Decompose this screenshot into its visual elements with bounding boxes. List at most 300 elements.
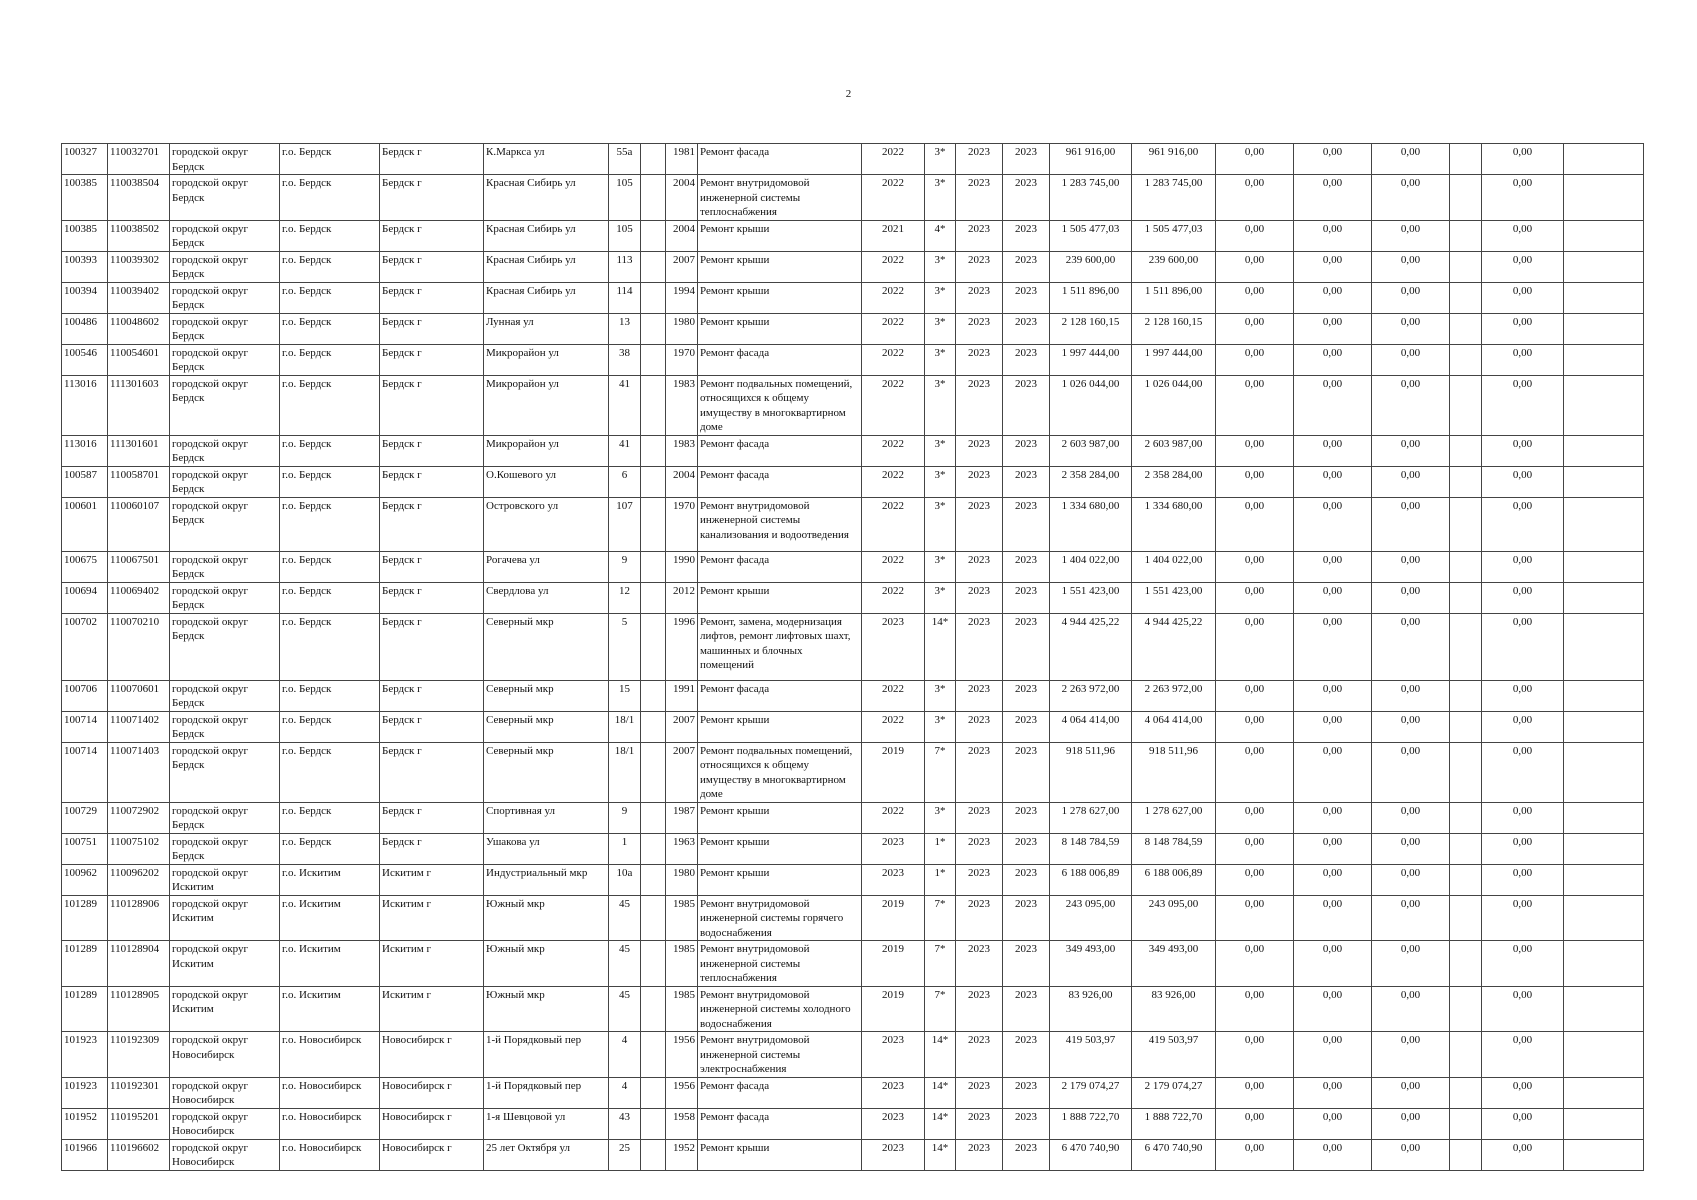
start-year-cell: 2023 [956,986,1003,1032]
settlement-cell: Новосибирск г [380,1077,484,1108]
amount-cell: 0,00 [1482,375,1564,435]
start-year-cell: 2023 [956,582,1003,613]
settlement-cell: Бердск г [380,175,484,221]
work-type-cell: Ремонт крыши [698,313,862,344]
work-code-cell: 110096202 [108,864,170,895]
district-cell: г.о. Бердск [280,742,380,802]
work-code-cell: 110071402 [108,711,170,742]
district-cell: г.о. Бердск [280,175,380,221]
row-id-cell: 101952 [62,1108,108,1139]
municipality-cell: городской округ Бердск [170,282,280,313]
district-cell: г.о. Новосибирск [280,1032,380,1078]
amount-cell: 0,00 [1482,613,1564,680]
end-year-cell: 2023 [1003,864,1050,895]
municipality-cell: городской округ Бердск [170,833,280,864]
amount-cell: 0,00 [1216,251,1294,282]
criterion-cell: 1* [925,833,956,864]
empty-cell [1450,1032,1482,1078]
amount-cell: 0,00 [1372,1032,1450,1078]
district-cell: г.о. Бердск [280,344,380,375]
amount-cell: 0,00 [1294,1077,1372,1108]
municipality-cell: городской округ Бердск [170,144,280,175]
municipality-cell: городской округ Бердск [170,375,280,435]
end-year-cell: 2023 [1003,220,1050,251]
work-code-cell: 110128906 [108,895,170,941]
criterion-cell: 3* [925,497,956,551]
settlement-cell: Бердск г [380,551,484,582]
house-number-cell: 6 [609,466,641,497]
street-cell: Красная Сибирь ул [484,282,609,313]
table-row [62,344,1644,375]
start-year-cell: 2023 [956,282,1003,313]
house-number-cell: 4 [609,1032,641,1078]
amount-cell: 0,00 [1216,802,1294,833]
municipality-cell: городской округ Новосибирск [170,1108,280,1139]
empty-cell [1564,1139,1644,1170]
building-cell [641,802,666,833]
plan-year-cell: 2022 [862,313,925,344]
amount-cell: 0,00 [1294,613,1372,680]
end-year-cell: 2023 [1003,1077,1050,1108]
empty-cell [1564,941,1644,987]
amount-cell: 0,00 [1372,986,1450,1032]
row-id-cell: 100587 [62,466,108,497]
table-row [62,551,1644,582]
district-cell: г.о. Бердск [280,582,380,613]
criterion-cell: 3* [925,680,956,711]
amount-cell: 0,00 [1482,833,1564,864]
row-id-cell: 101923 [62,1032,108,1078]
street-cell: Северный мкр [484,680,609,711]
amount-cell: 0,00 [1216,833,1294,864]
fund-cost-cell: 918 511,96 [1132,742,1216,802]
house-number-cell: 105 [609,220,641,251]
amount-cell: 0,00 [1294,144,1372,175]
row-id-cell: 100385 [62,220,108,251]
total-cost-cell: 4 064 414,00 [1050,711,1132,742]
start-year-cell: 2023 [956,1139,1003,1170]
build-year-cell: 1985 [666,895,698,941]
plan-year-cell: 2019 [862,742,925,802]
amount-cell: 0,00 [1294,941,1372,987]
table-row [62,435,1644,466]
criterion-cell: 14* [925,613,956,680]
amount-cell: 0,00 [1372,144,1450,175]
building-cell [641,986,666,1032]
total-cost-cell: 1 888 722,70 [1050,1108,1132,1139]
total-cost-cell: 2 358 284,00 [1050,466,1132,497]
street-cell: О.Кошевого ул [484,466,609,497]
building-cell [641,1108,666,1139]
total-cost-cell: 2 179 074,27 [1050,1077,1132,1108]
fund-cost-cell: 1 404 022,00 [1132,551,1216,582]
street-cell: Северный мкр [484,742,609,802]
end-year-cell: 2023 [1003,375,1050,435]
table-row [62,1139,1644,1170]
work-type-cell: Ремонт фасада [698,680,862,711]
amount-cell: 0,00 [1216,220,1294,251]
table-row [62,864,1644,895]
build-year-cell: 1980 [666,864,698,895]
start-year-cell: 2023 [956,802,1003,833]
house-number-cell: 41 [609,375,641,435]
municipality-cell: городской округ Бердск [170,497,280,551]
amount-cell: 0,00 [1482,1139,1564,1170]
total-cost-cell: 961 916,00 [1050,144,1132,175]
work-code-cell: 110058701 [108,466,170,497]
house-number-cell: 18/1 [609,742,641,802]
amount-cell: 0,00 [1216,435,1294,466]
empty-cell [1450,282,1482,313]
work-code-cell: 110072902 [108,802,170,833]
empty-cell [1564,1077,1644,1108]
table-row [62,1077,1644,1108]
table-row [62,680,1644,711]
end-year-cell: 2023 [1003,986,1050,1032]
criterion-cell: 7* [925,895,956,941]
municipality-cell: городской округ Искитим [170,986,280,1032]
criterion-cell: 14* [925,1139,956,1170]
build-year-cell: 1987 [666,802,698,833]
end-year-cell: 2023 [1003,175,1050,221]
district-cell: г.о. Бердск [280,466,380,497]
build-year-cell: 2004 [666,220,698,251]
amount-cell: 0,00 [1216,344,1294,375]
building-cell [641,497,666,551]
empty-cell [1564,220,1644,251]
building-cell [641,435,666,466]
street-cell: Южный мкр [484,986,609,1032]
building-cell [641,582,666,613]
amount-cell: 0,00 [1482,941,1564,987]
street-cell: Лунная ул [484,313,609,344]
amount-cell: 0,00 [1482,742,1564,802]
municipality-cell: городской округ Бердск [170,802,280,833]
row-id-cell: 100702 [62,613,108,680]
fund-cost-cell: 1 278 627,00 [1132,802,1216,833]
end-year-cell: 2023 [1003,344,1050,375]
empty-cell [1564,282,1644,313]
total-cost-cell: 8 148 784,59 [1050,833,1132,864]
district-cell: г.о. Новосибирск [280,1077,380,1108]
plan-year-cell: 2023 [862,833,925,864]
amount-cell: 0,00 [1216,1139,1294,1170]
municipality-cell: городской округ Бердск [170,466,280,497]
street-cell: Микрорайон ул [484,344,609,375]
amount-cell: 0,00 [1372,1108,1450,1139]
total-cost-cell: 2 603 987,00 [1050,435,1132,466]
building-cell [641,344,666,375]
amount-cell: 0,00 [1372,251,1450,282]
municipality-cell: городской округ Новосибирск [170,1077,280,1108]
plan-year-cell: 2022 [862,711,925,742]
settlement-cell: Бердск г [380,466,484,497]
amount-cell: 0,00 [1482,175,1564,221]
end-year-cell: 2023 [1003,282,1050,313]
row-id-cell: 100694 [62,582,108,613]
house-number-cell: 113 [609,251,641,282]
row-id-cell: 100394 [62,282,108,313]
table-row [62,313,1644,344]
district-cell: г.о. Искитим [280,864,380,895]
start-year-cell: 2023 [956,344,1003,375]
plan-year-cell: 2023 [862,1032,925,1078]
empty-cell [1450,175,1482,221]
row-id-cell: 100546 [62,344,108,375]
street-cell: 1-я Шевцовой ул [484,1108,609,1139]
row-id-cell: 100675 [62,551,108,582]
building-cell [641,1139,666,1170]
settlement-cell: Бердск г [380,313,484,344]
work-type-cell: Ремонт, замена, модернизация лифтов, ремонт лифтовых шахт, машинных и блочных помещений [698,613,862,680]
end-year-cell: 2023 [1003,802,1050,833]
fund-cost-cell: 1 283 745,00 [1132,175,1216,221]
street-cell: Микрорайон ул [484,375,609,435]
amount-cell: 0,00 [1216,466,1294,497]
building-cell [641,895,666,941]
district-cell: г.о. Искитим [280,986,380,1032]
repair-program-table [61,143,1644,1171]
total-cost-cell: 239 600,00 [1050,251,1132,282]
district-cell: г.о. Бердск [280,551,380,582]
work-code-cell: 110128904 [108,941,170,987]
work-code-cell: 110060107 [108,497,170,551]
district-cell: г.о. Бердск [280,282,380,313]
criterion-cell: 3* [925,144,956,175]
amount-cell: 0,00 [1294,313,1372,344]
work-type-cell: Ремонт фасада [698,1077,862,1108]
municipality-cell: городской округ Искитим [170,941,280,987]
house-number-cell: 12 [609,582,641,613]
empty-cell [1564,613,1644,680]
building-cell [641,551,666,582]
street-cell: Красная Сибирь ул [484,251,609,282]
start-year-cell: 2023 [956,895,1003,941]
work-type-cell: Ремонт крыши [698,833,862,864]
row-id-cell: 100327 [62,144,108,175]
fund-cost-cell: 4 944 425,22 [1132,613,1216,680]
total-cost-cell: 2 128 160,15 [1050,313,1132,344]
plan-year-cell: 2022 [862,251,925,282]
settlement-cell: Искитим г [380,986,484,1032]
amount-cell: 0,00 [1482,711,1564,742]
table-row [62,895,1644,941]
row-id-cell: 100601 [62,497,108,551]
work-code-cell: 110070601 [108,680,170,711]
house-number-cell: 107 [609,497,641,551]
municipality-cell: городской округ Искитим [170,864,280,895]
fund-cost-cell: 2 603 987,00 [1132,435,1216,466]
street-cell: Ушакова ул [484,833,609,864]
criterion-cell: 7* [925,986,956,1032]
fund-cost-cell: 2 179 074,27 [1132,1077,1216,1108]
row-id-cell: 100706 [62,680,108,711]
work-code-cell: 110069402 [108,582,170,613]
building-cell [641,282,666,313]
house-number-cell: 10а [609,864,641,895]
amount-cell: 0,00 [1372,551,1450,582]
house-number-cell: 13 [609,313,641,344]
table-row [62,282,1644,313]
empty-cell [1564,833,1644,864]
criterion-cell: 3* [925,175,956,221]
house-number-cell: 45 [609,986,641,1032]
settlement-cell: Бердск г [380,582,484,613]
row-id-cell: 100385 [62,175,108,221]
empty-cell [1564,895,1644,941]
amount-cell: 0,00 [1294,1032,1372,1078]
empty-cell [1564,711,1644,742]
building-cell [641,375,666,435]
fund-cost-cell: 961 916,00 [1132,144,1216,175]
house-number-cell: 55а [609,144,641,175]
empty-cell [1564,802,1644,833]
amount-cell: 0,00 [1372,613,1450,680]
empty-cell [1564,344,1644,375]
house-number-cell: 5 [609,613,641,680]
build-year-cell: 1991 [666,680,698,711]
end-year-cell: 2023 [1003,711,1050,742]
fund-cost-cell: 349 493,00 [1132,941,1216,987]
row-id-cell: 113016 [62,375,108,435]
amount-cell: 0,00 [1294,582,1372,613]
work-type-cell: Ремонт внутридомовой инженерной системы теплоснабжения [698,941,862,987]
district-cell: г.о. Бердск [280,833,380,864]
end-year-cell: 2023 [1003,680,1050,711]
empty-cell [1564,466,1644,497]
work-type-cell: Ремонт внутридомовой инженерной системы канализования и водоотведения [698,497,862,551]
build-year-cell: 1994 [666,282,698,313]
work-code-cell: 110196602 [108,1139,170,1170]
amount-cell: 0,00 [1294,864,1372,895]
street-cell: Свердлова ул [484,582,609,613]
criterion-cell: 3* [925,282,956,313]
amount-cell: 0,00 [1372,711,1450,742]
work-type-cell: Ремонт фасада [698,344,862,375]
empty-cell [1450,613,1482,680]
street-cell: Северный мкр [484,711,609,742]
building-cell [641,613,666,680]
work-code-cell: 110067501 [108,551,170,582]
amount-cell: 0,00 [1216,895,1294,941]
district-cell: г.о. Бердск [280,497,380,551]
building-cell [641,742,666,802]
row-id-cell: 101289 [62,895,108,941]
empty-cell [1450,1139,1482,1170]
amount-cell: 0,00 [1482,1108,1564,1139]
total-cost-cell: 1 334 680,00 [1050,497,1132,551]
municipality-cell: городской округ Бердск [170,313,280,344]
table-row [62,941,1644,987]
row-id-cell: 101289 [62,941,108,987]
house-number-cell: 9 [609,551,641,582]
empty-cell [1450,344,1482,375]
settlement-cell: Бердск г [380,742,484,802]
house-number-cell: 1 [609,833,641,864]
build-year-cell: 1985 [666,941,698,987]
district-cell: г.о. Бердск [280,251,380,282]
empty-cell [1450,220,1482,251]
amount-cell: 0,00 [1372,1139,1450,1170]
amount-cell: 0,00 [1216,1108,1294,1139]
start-year-cell: 2023 [956,833,1003,864]
settlement-cell: Новосибирск г [380,1139,484,1170]
settlement-cell: Бердск г [380,680,484,711]
work-code-cell: 110048602 [108,313,170,344]
start-year-cell: 2023 [956,251,1003,282]
work-type-cell: Ремонт внутридомовой инженерной системы электроснабжения [698,1032,862,1078]
table-row [62,742,1644,802]
plan-year-cell: 2022 [862,497,925,551]
amount-cell: 0,00 [1372,864,1450,895]
district-cell: г.о. Новосибирск [280,1108,380,1139]
empty-cell [1450,251,1482,282]
municipality-cell: городской округ Бердск [170,175,280,221]
amount-cell: 0,00 [1372,941,1450,987]
plan-year-cell: 2023 [862,1139,925,1170]
empty-cell [1450,742,1482,802]
amount-cell: 0,00 [1372,833,1450,864]
total-cost-cell: 83 926,00 [1050,986,1132,1032]
build-year-cell: 1985 [666,986,698,1032]
house-number-cell: 15 [609,680,641,711]
criterion-cell: 4* [925,220,956,251]
settlement-cell: Искитим г [380,864,484,895]
amount-cell: 0,00 [1482,1077,1564,1108]
amount-cell: 0,00 [1294,497,1372,551]
amount-cell: 0,00 [1372,466,1450,497]
empty-cell [1564,680,1644,711]
row-id-cell: 100729 [62,802,108,833]
house-number-cell: 114 [609,282,641,313]
amount-cell: 0,00 [1372,1077,1450,1108]
fund-cost-cell: 8 148 784,59 [1132,833,1216,864]
work-code-cell: 110195201 [108,1108,170,1139]
plan-year-cell: 2019 [862,941,925,987]
fund-cost-cell: 1 505 477,03 [1132,220,1216,251]
table-row [62,144,1644,175]
amount-cell: 0,00 [1216,313,1294,344]
table-row [62,802,1644,833]
municipality-cell: городской округ Новосибирск [170,1139,280,1170]
amount-cell: 0,00 [1372,802,1450,833]
amount-cell: 0,00 [1216,986,1294,1032]
build-year-cell: 1958 [666,1108,698,1139]
total-cost-cell: 1 278 627,00 [1050,802,1132,833]
work-code-cell: 110192301 [108,1077,170,1108]
amount-cell: 0,00 [1482,802,1564,833]
build-year-cell: 1980 [666,313,698,344]
amount-cell: 0,00 [1216,497,1294,551]
fund-cost-cell: 1 997 444,00 [1132,344,1216,375]
street-cell: К.Маркса ул [484,144,609,175]
settlement-cell: Бердск г [380,144,484,175]
plan-year-cell: 2022 [862,582,925,613]
plan-year-cell: 2023 [862,1108,925,1139]
total-cost-cell: 6 188 006,89 [1050,864,1132,895]
start-year-cell: 2023 [956,613,1003,680]
empty-cell [1450,680,1482,711]
amount-cell: 0,00 [1482,986,1564,1032]
plan-year-cell: 2022 [862,680,925,711]
district-cell: г.о. Бердск [280,220,380,251]
building-cell [641,220,666,251]
build-year-cell: 1983 [666,375,698,435]
amount-cell: 0,00 [1372,435,1450,466]
amount-cell: 0,00 [1294,251,1372,282]
work-code-cell: 110192309 [108,1032,170,1078]
plan-year-cell: 2022 [862,375,925,435]
